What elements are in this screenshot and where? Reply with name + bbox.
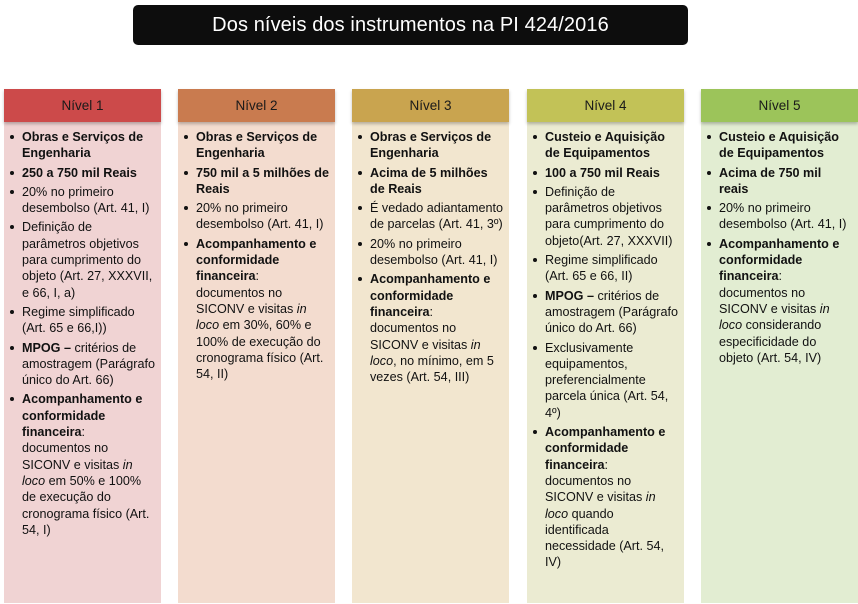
item-list xyxy=(183,129,330,382)
list-item: Obras e Serviços de Engenharia xyxy=(183,129,330,162)
column-header: Nível 2 xyxy=(178,89,335,122)
column-nivel-2 xyxy=(178,89,335,603)
column-body xyxy=(527,122,684,603)
list-item: 750 mil a 5 milhões de Reais xyxy=(183,165,330,198)
list-item: Definição de parâmetros objetivos para cumprimento do objeto (Art. 27, XXXVII, e 66, I, a) xyxy=(9,219,156,300)
column-header: Nível 3 xyxy=(352,89,509,122)
item-italic-text: in loco xyxy=(196,301,307,333)
list-item: Exclusivamente equipamentos, preferencialmente parcela única (Art. 54, 4º) xyxy=(532,340,679,421)
item-text: em 30%, 60% e 100% de execução do cronograma físico (Art. 54, II) xyxy=(196,318,324,382)
item-bold-text: Acompanhamento e conformidade financeira xyxy=(196,236,317,284)
item-text: : documentos no SICONV e visitas xyxy=(545,457,646,505)
list-item: 100 a 750 mil Reais xyxy=(532,165,679,181)
item-italic-text: in loco xyxy=(545,490,656,521)
list-item: Acima de 5 milhões de Reais xyxy=(357,165,504,198)
list-item: Custeio e Aquisição de Equipamentos xyxy=(532,129,679,162)
list-item xyxy=(9,340,156,389)
item-text: : documentos no SICONV e visitas xyxy=(719,269,820,316)
item-bold-text: Acompanhamento e conformidade financeira xyxy=(719,236,840,284)
list-item: Acima de 750 mil reais xyxy=(706,165,853,198)
column-header: Nível 5 xyxy=(701,89,858,122)
item-text: quando identificada necessidade (Art. 54, IV) xyxy=(545,506,665,570)
list-item xyxy=(183,236,330,383)
column-body xyxy=(4,122,161,603)
list-item: 20% no primeiro desembolso (Art. 41, I) xyxy=(706,200,853,233)
list-item: É vedado adiantamento de parcelas (Art. 41, 3º) xyxy=(357,200,504,233)
column-body xyxy=(178,122,335,603)
item-list xyxy=(9,129,156,538)
item-italic-text: in loco xyxy=(22,457,133,488)
list-item: 20% no primeiro desembolso (Art. 41, I) xyxy=(183,200,330,233)
item-text: critérios de amostragem (Parágrafo único do Art. 66) xyxy=(545,288,678,336)
item-bold-text: MPOG – xyxy=(545,288,594,303)
item-text: : documentos no SICONV e visitas xyxy=(22,425,123,472)
item-bold-text: Acompanhamento e conformidade financeira xyxy=(22,392,143,440)
list-item xyxy=(357,271,504,385)
column-nivel-5 xyxy=(701,89,858,603)
column-body xyxy=(352,122,509,603)
list-item: 250 a 750 mil Reais xyxy=(9,165,156,181)
item-list xyxy=(706,129,853,366)
list-item xyxy=(532,424,679,571)
column-nivel-1 xyxy=(4,89,161,603)
item-list xyxy=(532,129,679,571)
item-text: considerando especificidade do objeto (Art. 54, IV) xyxy=(719,318,822,365)
item-text: , no mínimo, em 5 vezes (Art. 54, III) xyxy=(370,353,494,385)
column-nivel-3 xyxy=(352,89,509,603)
item-list xyxy=(357,129,504,385)
item-bold-text: MPOG – xyxy=(22,340,71,355)
list-item: Definição de parâmetros objetivos para cumprimento do objeto(Art. 27, XXXVII) xyxy=(532,184,679,249)
item-italic-text: in loco xyxy=(719,301,830,333)
item-text: em 50% e 100% de execução do cronograma físico (Art. 54, I) xyxy=(22,473,150,537)
item-bold-text: Acompanhamento e conformidade financeira xyxy=(370,272,491,319)
column-header: Nível 1 xyxy=(4,89,161,122)
item-text: : documentos no SICONV e visitas xyxy=(370,304,471,352)
list-item: 20% no primeiro desembolso (Art. 41, I) xyxy=(9,184,156,217)
list-item: Regime simplificado (Art. 65 e 66,I)) xyxy=(9,304,156,337)
list-item: Obras e Serviços de Engenharia xyxy=(357,129,504,162)
list-item xyxy=(9,391,156,538)
page-title: Dos níveis dos instrumentos na PI 424/2016 xyxy=(212,13,609,36)
column-body xyxy=(701,122,858,603)
list-item xyxy=(706,236,853,366)
list-item: Regime simplificado (Art. 65 e 66, II) xyxy=(532,252,679,285)
column-nivel-4 xyxy=(527,89,684,603)
item-italic-text: in loco xyxy=(370,337,481,368)
list-item: Obras e Serviços de Engenharia xyxy=(9,129,156,162)
list-item: 20% no primeiro desembolso (Art. 41, I) xyxy=(357,236,504,269)
list-item xyxy=(532,288,679,337)
item-text: : documentos no SICONV e visitas xyxy=(196,269,297,316)
item-bold-text: Acompanhamento e conformidade financeira xyxy=(545,425,666,472)
title-bar xyxy=(133,5,688,45)
column-header: Nível 4 xyxy=(527,89,684,122)
item-text: critérios de amostragem (Parágrafo único do Art. 66) xyxy=(22,340,155,388)
list-item: Custeio e Aquisição de Equipamentos xyxy=(706,129,853,162)
